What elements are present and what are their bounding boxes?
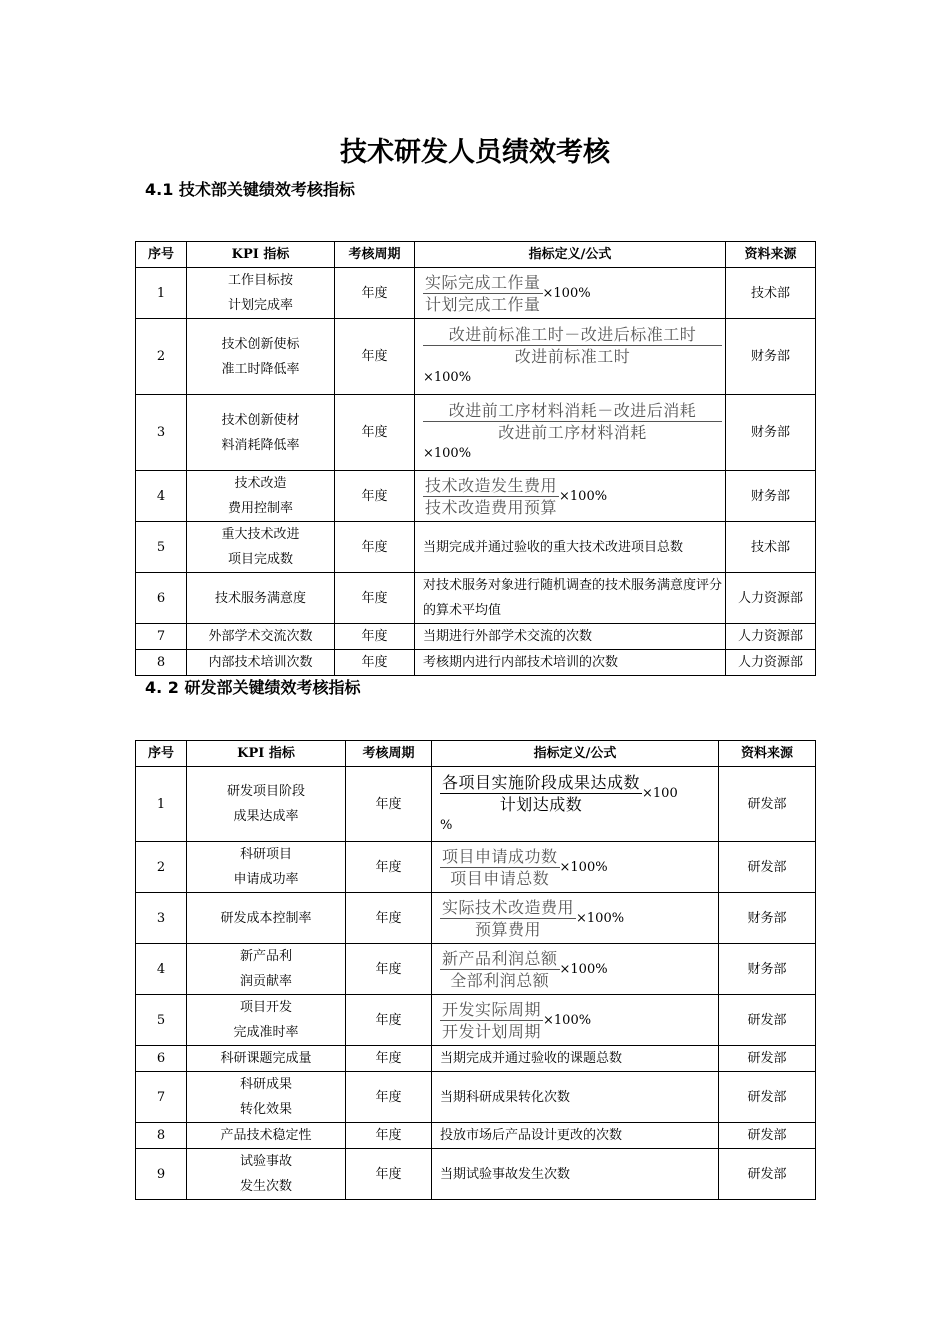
row-number: 5: [136, 995, 187, 1046]
period: 年度: [346, 767, 432, 842]
row-number: 5: [136, 522, 187, 573]
row-number: 1: [136, 268, 187, 319]
row-number: 4: [136, 944, 187, 995]
period: 年度: [346, 1149, 432, 1200]
kpi-name: 科研项目 申请成功率: [187, 842, 346, 893]
table-row: [136, 395, 816, 471]
kpi-name: 新产品利 润贡献率: [187, 944, 346, 995]
col-header-kpi: KPI 指标: [187, 242, 335, 268]
kpi-name: 技术改造 费用控制率: [187, 471, 335, 522]
data-source: 财务部: [719, 944, 816, 995]
period: 年度: [346, 1072, 432, 1123]
formula: $\frac{\text{项目申请成功数}}{\text{项目申请总数}}$ ×100%: [432, 842, 719, 893]
period: 年度: [346, 842, 432, 893]
row-number: 3: [136, 395, 187, 471]
kpi-name: 科研成果 转化效果: [187, 1072, 346, 1123]
period: 年度: [335, 573, 415, 624]
formula: $\frac{\text{新产品利润总额}}{\text{全部利润总额}}$ ×100%: [432, 944, 719, 995]
data-source: 研发部: [719, 767, 816, 842]
table-row: [136, 767, 816, 842]
formula: $\frac{\text{实际完成工作量}}{\text{计划完成工作量}}$ ×100%: [415, 268, 726, 319]
row-number: 2: [136, 319, 187, 395]
col-header-kpi: KPI 指标: [187, 741, 346, 767]
period: 年度: [335, 268, 415, 319]
row-number: 1: [136, 767, 187, 842]
period: 年度: [335, 395, 415, 471]
kpi-name: 内部技术培训次数: [187, 650, 335, 676]
kpi-name: 科研课题完成量: [187, 1046, 346, 1072]
row-number: 3: [136, 893, 187, 944]
table-row: [136, 995, 816, 1046]
kpi-name: 产品技术稳定性: [187, 1123, 346, 1149]
definition: 当期完成并通过验收的重大技术改进项目总数: [415, 522, 726, 573]
table-row: [136, 624, 816, 650]
definition: 当期完成并通过验收的课题总数: [432, 1046, 719, 1072]
section-heading-tech: 4.1 技术部关键绩效考核指标: [145, 180, 355, 199]
col-header-period: 考核周期: [346, 741, 432, 767]
definition: 当期试验事故发生次数: [432, 1149, 719, 1200]
table-row: [136, 650, 816, 676]
kpi-name: 重大技术改进 项目完成数: [187, 522, 335, 573]
fraction: $\frac{\text{实际完成工作量}}{\text{计划完成工作量}}$: [425, 272, 541, 314]
data-source: 研发部: [719, 842, 816, 893]
kpi-name: 外部学术交流次数: [187, 624, 335, 650]
table-row: [136, 1149, 816, 1200]
row-number: 7: [136, 1072, 187, 1123]
kpi-name: 技术创新使材 料消耗降低率: [187, 395, 335, 471]
definition: 投放市场后产品设计更改的次数: [432, 1123, 719, 1149]
kpi-name: 技术创新使标 准工时降低率: [187, 319, 335, 395]
table-row: [136, 842, 816, 893]
period: 年度: [335, 650, 415, 676]
period: 年度: [346, 893, 432, 944]
col-header-no: 序号: [136, 741, 187, 767]
formula: 改进前工序材料消耗－改进后消耗 改进前工序材料消耗 ×100%: [415, 395, 726, 471]
period: 年度: [335, 624, 415, 650]
data-source: 研发部: [719, 995, 816, 1046]
data-source: 研发部: [719, 1046, 816, 1072]
table-row: [136, 1072, 816, 1123]
kpi-name: 工作目标按 计划完成率: [187, 268, 335, 319]
data-source: 人力资源部: [726, 573, 816, 624]
fraction: $\frac{\text{实际技术改造费用}}{\text{预算费用}}$: [442, 897, 575, 939]
kpi-name: 技术服务满意度: [187, 573, 335, 624]
section-heading-rd: 4. 2 研发部关键绩效考核指标: [145, 678, 361, 697]
kpi-name: 研发成本控制率: [187, 893, 346, 944]
data-source: 财务部: [726, 395, 816, 471]
period: 年度: [346, 1046, 432, 1072]
table-row: [136, 1046, 816, 1072]
definition: 当期科研成果转化次数: [432, 1072, 719, 1123]
table-row: [136, 471, 816, 522]
formula: $\frac{\text{开发实际周期}}{\text{开发计划周期}}$ ×100%: [432, 995, 719, 1046]
row-number: 8: [136, 650, 187, 676]
page-title: 技术研发人员绩效考核: [340, 137, 610, 168]
table-row: [136, 944, 816, 995]
fraction: $\frac{\text{项目申请成功数}}{\text{项目申请总数}}$: [442, 846, 558, 888]
data-source: 财务部: [726, 471, 816, 522]
col-header-source: 资料来源: [726, 242, 816, 268]
data-source: 人力资源部: [726, 650, 816, 676]
kpi-name: 项目开发 完成准时率: [187, 995, 346, 1046]
data-source: 财务部: [726, 319, 816, 395]
row-number: 8: [136, 1123, 187, 1149]
kpi-name: 研发项目阶段 成果达成率: [187, 767, 346, 842]
fraction: 改进前工序材料消耗－改进后消耗 改进前工序材料消耗: [423, 400, 722, 443]
data-source: 人力资源部: [726, 624, 816, 650]
table-row: [136, 573, 816, 624]
row-number: 6: [136, 573, 187, 624]
fraction: $\frac{\text{开发实际周期}}{\text{开发计划周期}}$: [442, 999, 542, 1041]
period: 年度: [346, 1123, 432, 1149]
period: 年度: [346, 995, 432, 1046]
data-source: 研发部: [719, 1123, 816, 1149]
data-source: 技术部: [726, 522, 816, 573]
kpi-name: 试验事故 发生次数: [187, 1149, 346, 1200]
col-header-definition: 指标定义/公式: [415, 242, 726, 268]
formula: $\frac{\text{各项目实施阶段成果达成数}}{\text{计划达成数}}$ ×100 %: [432, 767, 719, 842]
fraction: $\frac{\text{各项目实施阶段成果达成数}}{\text{计划达成数}}$: [442, 772, 641, 814]
col-header-source: 资料来源: [719, 741, 816, 767]
row-number: 4: [136, 471, 187, 522]
col-header-no: 序号: [136, 242, 187, 268]
formula: $\frac{\text{实际技术改造费用}}{\text{预算费用}}$ ×100%: [432, 893, 719, 944]
period: 年度: [335, 522, 415, 573]
table-row: [136, 1123, 816, 1149]
data-source: 研发部: [719, 1072, 816, 1123]
fraction: 改进前标准工时－改进后标准工时 改进前标准工时: [423, 324, 722, 367]
formula: 改进前标准工时－改进后标准工时 改进前标准工时 ×100%: [415, 319, 726, 395]
kpi-table-rd: [135, 740, 816, 1200]
formula: $\frac{\text{技术改造发生费用}}{\text{技术改造费用预算}}$ ×100%: [415, 471, 726, 522]
kpi-table-tech: [135, 241, 816, 676]
definition: 考核期内进行内部技术培训的次数: [415, 650, 726, 676]
table-header-row: [136, 242, 816, 268]
row-number: 9: [136, 1149, 187, 1200]
period: 年度: [346, 944, 432, 995]
table-row: [136, 268, 816, 319]
definition: 当期进行外部学术交流的次数: [415, 624, 726, 650]
table-row: [136, 893, 816, 944]
period: 年度: [335, 471, 415, 522]
table-row: [136, 522, 816, 573]
fraction: $\frac{\text{技术改造发生费用}}{\text{技术改造费用预算}}$: [425, 475, 558, 517]
col-header-definition: 指标定义/公式: [432, 741, 719, 767]
definition: 对技术服务对象进行随机调查的技术服务满意度评分的算术平均值: [415, 573, 726, 624]
table-row: [136, 319, 816, 395]
row-number: 6: [136, 1046, 187, 1072]
fraction: $\frac{\text{新产品利润总额}}{\text{全部利润总额}}$: [442, 948, 558, 990]
data-source: 技术部: [726, 268, 816, 319]
data-source: 财务部: [719, 893, 816, 944]
col-header-period: 考核周期: [335, 242, 415, 268]
row-number: 2: [136, 842, 187, 893]
row-number: 7: [136, 624, 187, 650]
table-header-row: [136, 741, 816, 767]
period: 年度: [335, 319, 415, 395]
data-source: 研发部: [719, 1149, 816, 1200]
